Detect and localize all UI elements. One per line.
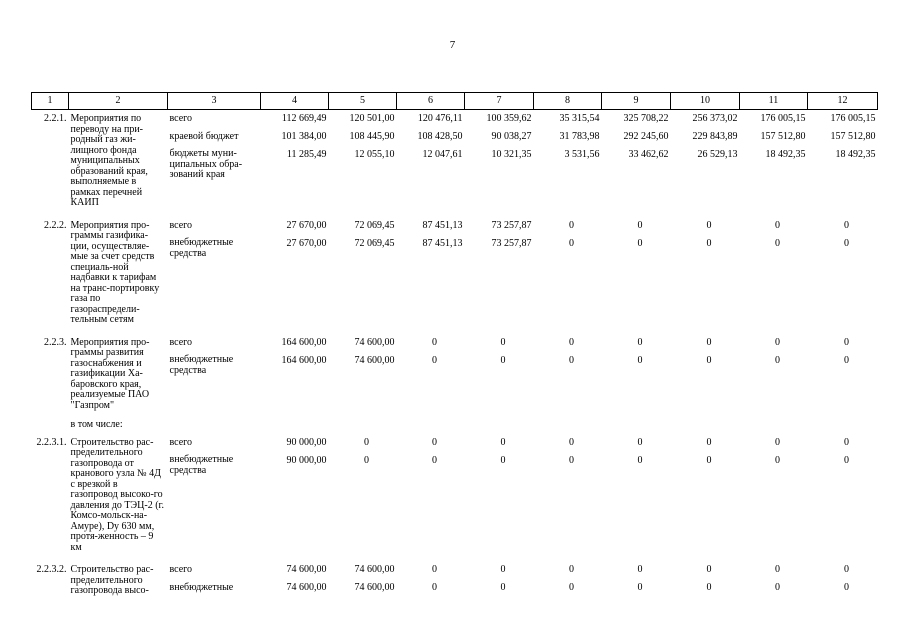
year-values [329, 215, 397, 332]
amount-value: 74 600,00 [286, 564, 327, 575]
year-values [602, 432, 671, 560]
amount-value: 164 600,00 [281, 354, 327, 366]
header-row [32, 93, 878, 110]
year-values [602, 215, 671, 332]
year-values [808, 110, 878, 215]
amount-value: 0 [637, 237, 643, 249]
year-values [534, 110, 602, 215]
year-values [740, 559, 808, 603]
amount-value: 33 462,62 [628, 149, 669, 160]
amount-value: 0 [706, 454, 712, 466]
funding-sources [168, 332, 261, 418]
amount-value: 0 [844, 354, 849, 366]
table-row [32, 432, 878, 560]
amount-value: 0 [500, 436, 506, 448]
year-values [261, 559, 329, 603]
funding-source-label: всего [169, 564, 193, 575]
funding-source-label: внебюджетные [169, 581, 234, 593]
amount-value: 0 [775, 336, 780, 348]
year-values [671, 332, 740, 418]
year-values [534, 432, 602, 560]
amount-value: 0 [432, 436, 437, 448]
year-values [671, 432, 740, 560]
year-values [261, 215, 329, 332]
year-values [329, 559, 397, 603]
amount-value: 87 451,13 [422, 219, 463, 231]
amount-value: 0 [706, 354, 712, 366]
amount-value: 0 [569, 564, 574, 575]
amount-value: 0 [844, 237, 849, 249]
row-code: 2.2.3.1. [36, 436, 67, 448]
year-values [397, 215, 465, 332]
year-values [465, 332, 534, 418]
header-cell: 4 [261, 93, 329, 110]
amount-value: 325 708,22 [623, 113, 669, 124]
amount-value: 100 359,62 [486, 113, 532, 124]
amount-value: 0 [637, 336, 643, 348]
year-values [465, 215, 534, 332]
row-code: 2.2.3. [44, 336, 67, 348]
amount-value: 0 [500, 354, 506, 366]
amount-value: 27 670,00 [286, 219, 327, 231]
empty-cell [808, 417, 878, 432]
amount-value: 0 [706, 237, 712, 249]
header-cell: 1 [32, 93, 69, 110]
funding-source-label: внебюджетные средства [169, 454, 234, 476]
table-row [32, 332, 878, 418]
funding-source-label: всего [169, 219, 193, 231]
amount-value: 120 501,00 [349, 113, 395, 124]
amount-value: 90 038,27 [491, 131, 532, 142]
row-name: Строительство рас-пределительного газопровода высо- [70, 564, 154, 596]
funding-source-label: внебюджетные средства [169, 237, 234, 259]
amount-value: 157 512,80 [760, 131, 806, 142]
year-values [808, 559, 878, 603]
header-cell: 12 [808, 93, 878, 110]
funding-source-label: всего [169, 336, 193, 348]
year-values [329, 432, 397, 560]
year-values [808, 432, 878, 560]
header-cell: 5 [329, 93, 397, 110]
amount-value: 0 [637, 564, 643, 575]
amount-value: 0 [569, 436, 574, 448]
empty-cell [740, 417, 808, 432]
amount-value: 164 600,00 [281, 336, 327, 348]
year-values [261, 432, 329, 560]
amount-value: 0 [775, 436, 780, 448]
empty-cell [329, 417, 397, 432]
row-name: Мероприятия по переводу на при-родный газ жи-лищного фонда муниципальных образований края, выполняемые в рамках перечней КАИП [70, 113, 148, 208]
amount-value: 73 257,87 [491, 219, 532, 231]
amount-value: 0 [637, 436, 643, 448]
amount-value: 74 600,00 [354, 336, 395, 348]
amount-value: 11 285,49 [286, 149, 327, 160]
amount-value: 0 [569, 336, 574, 348]
table-body [32, 110, 878, 603]
funding-sources [168, 215, 261, 332]
year-values [534, 559, 602, 603]
header-cell: 11 [740, 93, 808, 110]
funding-sources [168, 110, 261, 215]
amount-value: 0 [637, 582, 643, 593]
amount-value: 27 670,00 [286, 237, 327, 249]
amount-value: 112 669,49 [281, 113, 327, 124]
year-values [534, 215, 602, 332]
amount-value: 0 [706, 564, 712, 575]
amount-value: 0 [775, 582, 780, 593]
year-values [261, 332, 329, 418]
amount-value: 176 005,15 [760, 113, 806, 124]
header-cell: 2 [69, 93, 168, 110]
amount-value: 0 [844, 582, 849, 593]
empty-cell [32, 417, 69, 432]
year-values [329, 332, 397, 418]
amount-value: 0 [500, 564, 506, 575]
amount-value: 0 [775, 237, 780, 249]
year-values [740, 215, 808, 332]
amount-value: 0 [706, 336, 712, 348]
program-table [31, 92, 878, 603]
funding-source-label: краевой бюджет [169, 130, 239, 142]
amount-value: 18 492,35 [835, 149, 876, 160]
table-row [32, 110, 878, 215]
amount-value: 108 445,90 [349, 131, 395, 142]
funding-source-label: внебюджетные средства [169, 354, 234, 376]
year-values [329, 110, 397, 215]
header-cell: 6 [397, 93, 465, 110]
amount-value: 292 245,60 [623, 131, 669, 142]
row-code: 2.2.1. [44, 113, 67, 124]
amount-value: 74 600,00 [354, 564, 395, 575]
amount-value: 0 [775, 219, 780, 231]
year-values [740, 110, 808, 215]
year-values [465, 559, 534, 603]
header-cell: 8 [534, 93, 602, 110]
amount-value: 256 373,02 [692, 113, 738, 124]
row-name: Строительство рас-пределительного газопровода от кранового узла № 4Д с врезкой в газопровод высоко-го давления до ТЭЦ-2 (г. Комсо-мольск-на-Амуре), Dу 630 мм, протя-женность – 9 км [70, 436, 165, 553]
amount-value: 0 [637, 354, 643, 366]
table-subheading-row [32, 417, 878, 432]
amount-value: 0 [844, 336, 849, 348]
amount-value: 90 000,00 [286, 454, 327, 466]
year-values [465, 432, 534, 560]
subheading-label: в том числе: [70, 419, 123, 430]
row-code: 2.2.3.2. [36, 564, 67, 575]
empty-cell [261, 417, 329, 432]
funding-source-label: бюджеты муни-ципальных обра-зований края [169, 148, 243, 180]
funding-source-label: всего [169, 113, 193, 124]
funding-sources [168, 559, 261, 603]
year-values [740, 332, 808, 418]
amount-value: 0 [637, 454, 643, 466]
year-values [808, 215, 878, 332]
amount-value: 0 [569, 582, 574, 593]
year-values [602, 332, 671, 418]
amount-value: 0 [844, 564, 849, 575]
amount-value: 0 [844, 219, 849, 231]
year-values [671, 559, 740, 603]
amount-value: 0 [432, 454, 437, 466]
amount-value: 10 321,35 [491, 149, 532, 160]
year-values [534, 332, 602, 418]
amount-value: 0 [775, 454, 780, 466]
funding-source-label: всего [169, 436, 193, 448]
table-row [32, 559, 878, 603]
year-values [261, 110, 329, 215]
amount-value: 0 [844, 454, 849, 466]
amount-value: 0 [432, 564, 437, 575]
empty-cell [397, 417, 465, 432]
year-values [671, 110, 740, 215]
amount-value: 0 [432, 336, 437, 348]
amount-value: 31 783,98 [559, 131, 600, 142]
funding-sources [168, 432, 261, 560]
amount-value: 0 [706, 219, 712, 231]
year-values [465, 110, 534, 215]
amount-value: 108 428,50 [417, 131, 463, 142]
amount-value: 0 [569, 454, 574, 466]
empty-cell [671, 417, 740, 432]
year-values [602, 559, 671, 603]
header-cell: 7 [465, 93, 534, 110]
row-code: 2.2.2. [44, 219, 67, 231]
amount-value: 74 600,00 [354, 582, 395, 593]
amount-value: 74 600,00 [354, 354, 395, 366]
amount-value: 0 [569, 219, 574, 231]
amount-value: 12 055,10 [354, 149, 395, 160]
amount-value: 26 529,13 [697, 149, 738, 160]
amount-value: 0 [706, 582, 712, 593]
amount-value: 0 [500, 454, 506, 466]
amount-value: 18 492,35 [765, 149, 806, 160]
year-values [397, 432, 465, 560]
amount-value: 0 [569, 237, 574, 249]
amount-value: 0 [432, 354, 437, 366]
amount-value: 0 [432, 582, 437, 593]
amount-value: 12 047,61 [422, 149, 463, 160]
amount-value: 0 [364, 436, 369, 448]
amount-value: 176 005,15 [830, 113, 876, 124]
empty-cell [465, 417, 534, 432]
amount-value: 0 [500, 582, 506, 593]
year-values [671, 215, 740, 332]
amount-value: 120 476,11 [417, 113, 463, 124]
amount-value: 0 [706, 436, 712, 448]
year-values [602, 110, 671, 215]
amount-value: 3 531,56 [564, 149, 600, 160]
table-row [32, 215, 878, 332]
year-values [740, 432, 808, 560]
header-cell: 9 [602, 93, 671, 110]
amount-value: 72 069,45 [354, 219, 395, 231]
amount-value: 229 843,89 [692, 131, 738, 142]
amount-value: 73 257,87 [491, 237, 532, 249]
year-values [397, 110, 465, 215]
amount-value: 0 [500, 336, 506, 348]
amount-value: 72 069,45 [354, 237, 395, 249]
header-cell: 10 [671, 93, 740, 110]
amount-value: 157 512,80 [830, 131, 876, 142]
amount-value: 0 [637, 219, 643, 231]
amount-value: 101 384,00 [281, 131, 327, 142]
amount-value: 90 000,00 [286, 436, 327, 448]
row-name: Мероприятия про-граммы газифика-ции, осуществляе-мые за счет средств специаль-ной надбавки к тарифам на транс-портировку газа по газораспредели-тельным сетям [70, 219, 160, 325]
amount-value: 87 451,13 [422, 237, 463, 249]
amount-value: 0 [364, 454, 369, 466]
amount-value: 74 600,00 [286, 582, 327, 593]
row-name: Мероприятия про-граммы развития газоснабжения и газификации Ха-баровского края, реализуемые ПАО "Газпром" [70, 336, 150, 411]
amount-value: 0 [844, 436, 849, 448]
page-number: 7 [449, 39, 456, 51]
year-values [397, 559, 465, 603]
amount-value: 0 [775, 564, 780, 575]
amount-value: 35 315,54 [559, 113, 600, 124]
year-values [808, 332, 878, 418]
header-cell: 3 [168, 93, 261, 110]
empty-cell [602, 417, 671, 432]
year-values [397, 332, 465, 418]
amount-value: 0 [569, 354, 574, 366]
empty-cell [534, 417, 602, 432]
amount-value: 0 [775, 354, 780, 366]
